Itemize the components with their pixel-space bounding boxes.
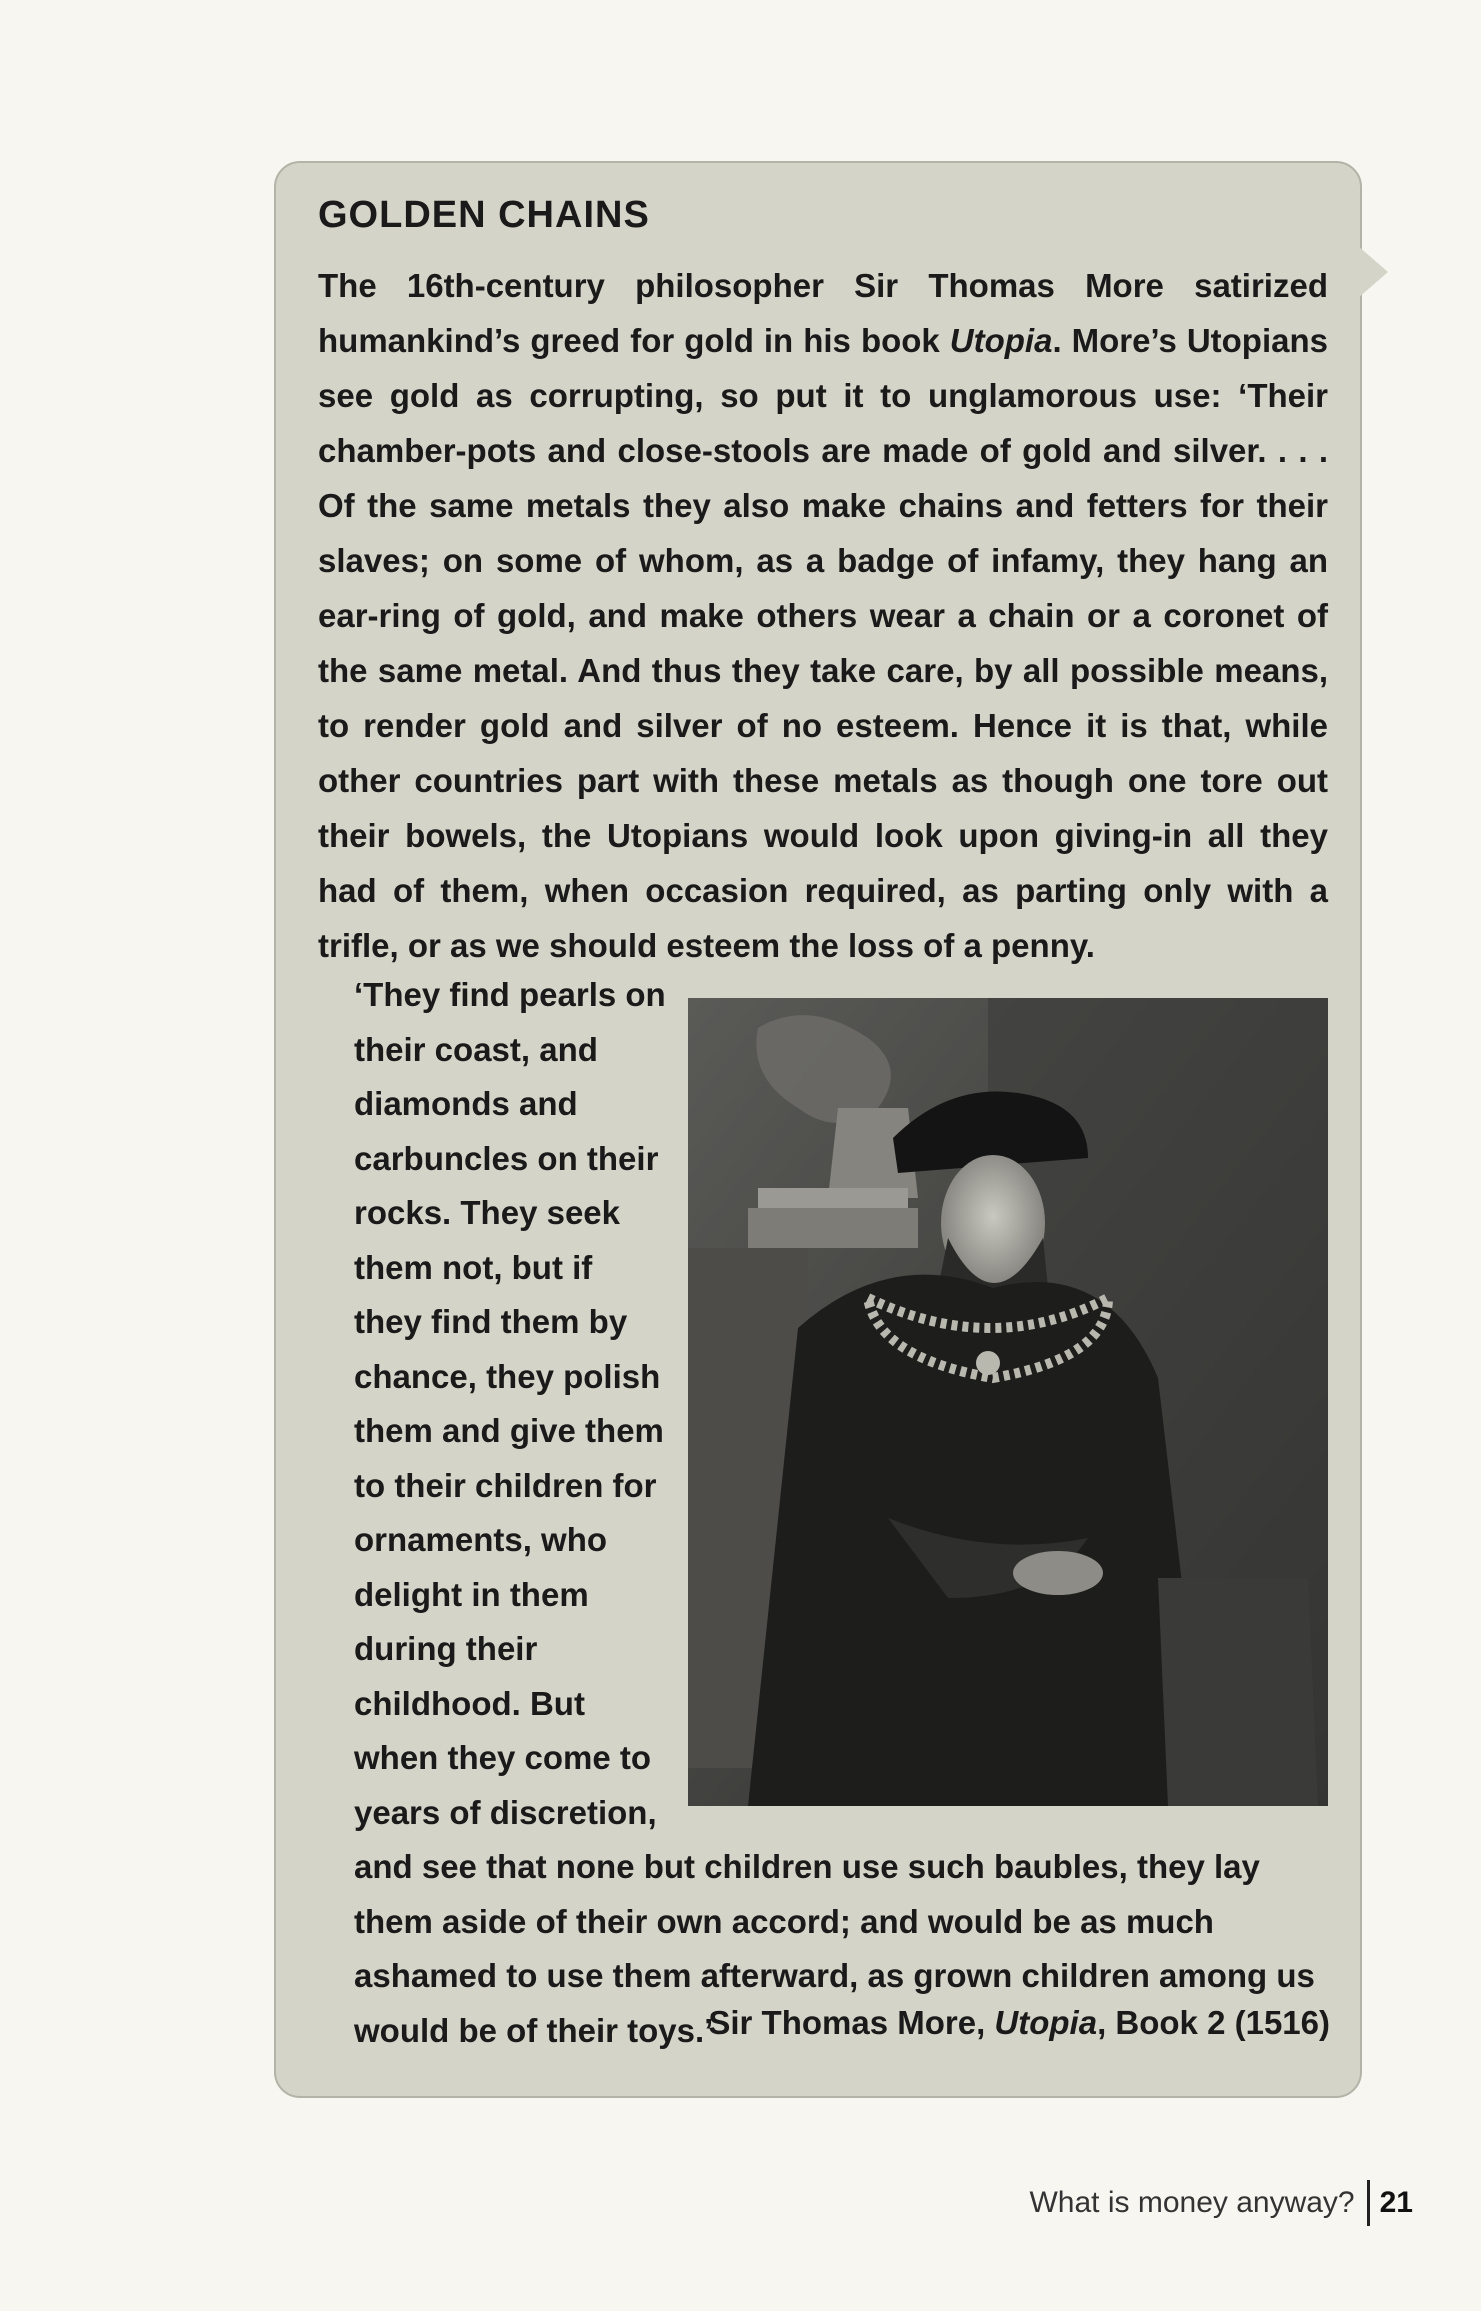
quote-text: ‘They find pearls on their coast, and diamonds and carbuncles on their rocks. They seek them not, but if they find them by chance, they polish them and give them to their children for ornaments, who delight in them during their childhood. But when they come to years of discretion, and see that none but children use such baubles, they lay them aside of their own accord; and would be as much ashamed to use them afterward, as grown children among us would be of their toys.’ — [354, 976, 1315, 2049]
book-title: Utopia — [949, 322, 1053, 359]
citation — [318, 2004, 1330, 2042]
page-number: 21 — [1379, 2186, 1413, 2219]
footer-divider — [1367, 2180, 1370, 2226]
sidebar-pointer — [1358, 246, 1388, 298]
citation-rest: , Book 2 (1516) — [1097, 2004, 1330, 2041]
intro-paragraph — [318, 258, 1328, 973]
intro-text-2: . More’s Utopians see gold as corrupting, so put it to unglamorous use: ‘Their chamber-pots and close-stools are made of gold and silver. . . . Of the same metals they also make chains and fetters for their slaves; on some of whom, as a badge of infamy, they hang an ear-ring of gold, and make others wear a chain or a coronet of the same metal. And thus they take care, by all possible means, to render gold and silver of no esteem. Hence it is that, while other countries part with these metals as though one tore out their bowels, the Utopians would look upon giving-in all they had of them, when occasion required, as parting only with a trifle, or as we should esteem the loss of a penny. — [318, 322, 1328, 964]
running-title: What is money anyway? — [1029, 2186, 1355, 2219]
sidebar-title: GOLDEN CHAINS — [318, 194, 650, 236]
intro-text-1: The 16th-century philosopher Sir Thomas More satirized humankind’s greed for gold in his book — [318, 267, 1328, 359]
citation-author: Sir Thomas More, — [708, 2004, 995, 2041]
page-footer — [1029, 2180, 1413, 2226]
quote-paragraph — [318, 968, 1328, 2058]
citation-work: Utopia — [994, 2004, 1098, 2041]
thomas-more-portrait — [688, 998, 1328, 1806]
portrait-engraving — [688, 998, 1328, 1806]
